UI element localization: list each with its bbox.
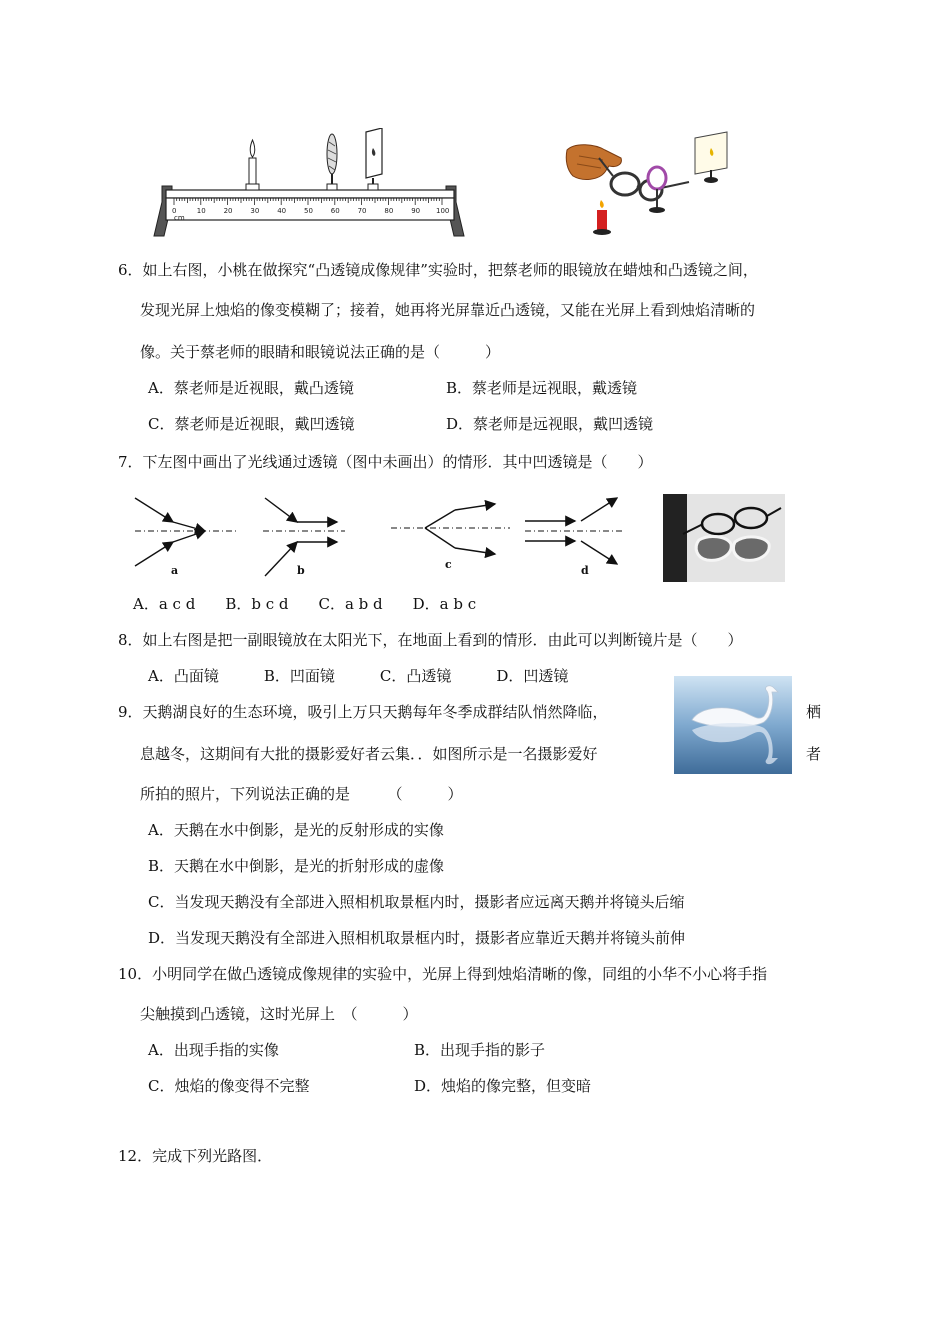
ruler-tick-label: 10 <box>196 207 206 215</box>
ruler-tick-label: 50 <box>304 207 313 215</box>
q9-stem-line2: 息越冬，这期间有大批的摄影爱好者云集．．如图所示是一名摄影爱好 <box>140 745 598 763</box>
q9-stem-line2-end: 者 <box>806 745 822 763</box>
q10-option-b: B．出现手指的影子 <box>414 1041 546 1059</box>
q10-option-c: C．烛焰的像变得不完整 <box>148 1077 310 1095</box>
q10-stem-line1: 10．小明同学在做凸透镜成像规律的实验中，光屏上得到烛焰清晰的像，同组的小华不小心将手指 <box>118 965 768 983</box>
q9-option-c: C．当发现天鹅没有全部进入照相机取景框内时，摄影者应远离天鹅并将镜头后缩 <box>148 893 685 911</box>
ruler-tick-label: 0 <box>172 207 177 215</box>
ruler-tick-label: 70 <box>357 207 367 215</box>
q7-stem: 7．下左图中画出了光线通过透镜（图中未画出）的情形．其中凹透镜是（ ） <box>118 453 653 471</box>
ruler-tick-label: 40 <box>277 207 287 215</box>
q6-option-d: D．蔡老师是远视眼，戴凹透镜 <box>446 415 654 433</box>
ruler-tick-label: 30 <box>250 207 260 215</box>
ruler-tick-label: 60 <box>330 207 340 215</box>
q9-option-b: B．天鹅在水中倒影，是光的折射形成的虚像 <box>148 857 445 875</box>
ray-label-c: c <box>445 558 452 571</box>
ruler-tick-label: 100 <box>436 207 450 215</box>
q8-options: A．凸面镜 B．凹面镜 C．凸透镜 D．凹透镜 <box>148 667 569 685</box>
q6-option-b: B．蔡老师是远视眼，戴透镜 <box>446 379 638 397</box>
ray-label-b: b <box>297 564 305 577</box>
ray-label-a: a <box>171 564 179 577</box>
ray-diagrams-figure <box>125 488 645 584</box>
q9-stem-line1-end: 栖 <box>806 703 822 721</box>
ruler-unit: cm <box>174 214 185 222</box>
q6-option-c: C．蔡老师是近视眼，戴凹透镜 <box>148 415 355 433</box>
q6-stem-line2: 发现光屏上烛焰的像变模糊了；接着，她再将光屏靠近凸透镜，又能在光屏上看到烛焰清晰的 <box>140 301 756 319</box>
q9-option-d: D．当发现天鹅没有全部进入照相机取景框内时，摄影者应靠近天鹅并将镜头前伸 <box>148 929 686 947</box>
q10-option-a: A．出现手指的实像 <box>148 1041 279 1059</box>
q7-options: A．a c d B．b c d C．a b d D．a b c <box>133 595 477 613</box>
glasses-shadow-photo <box>663 494 785 582</box>
ray-label-d: d <box>581 564 589 577</box>
q8-stem: 8．如上右图是把一副眼镜放在太阳光下，在地面上看到的情形．由此可以判断镜片是（ ） <box>118 631 743 649</box>
q10-option-d: D．烛焰的像完整，但变暗 <box>414 1077 592 1095</box>
ruler-tick-label: 80 <box>384 207 394 215</box>
q10-stem-line2: 尖触摸到凸透镜，这时光屏上 （ ） <box>140 1005 418 1023</box>
glasses-experiment-photo <box>565 128 740 240</box>
q9-stem-line1: 9．天鹅湖良好的生态环境，吸引上万只天鹅每年冬季成群结队悄然降临， <box>118 703 608 721</box>
q9-option-a: A．天鹅在水中倒影，是光的反射形成的实像 <box>148 821 444 839</box>
q6-stem-line1: 6．如上右图，小桃在做探究“凸透镜成像规律”实验时，把蔡老师的眼镜放在蜡烛和凸透镜之间， <box>118 261 758 279</box>
optical-bench-figure <box>150 128 470 238</box>
q6-option-a: A．蔡老师是近视眼，戴凸透镜 <box>148 379 354 397</box>
swan-photo <box>674 676 792 774</box>
q9-stem-line3: 所拍的照片，下列说法正确的是 （ ） <box>140 785 463 803</box>
q12-stem: 12．完成下列光路图． <box>118 1147 273 1165</box>
q6-stem-line3: 像。关于蔡老师的眼睛和眼镜说法正确的是（ ） <box>140 343 501 361</box>
ruler-tick-label: 20 <box>223 207 233 215</box>
ruler-tick-label: 90 <box>411 207 421 215</box>
